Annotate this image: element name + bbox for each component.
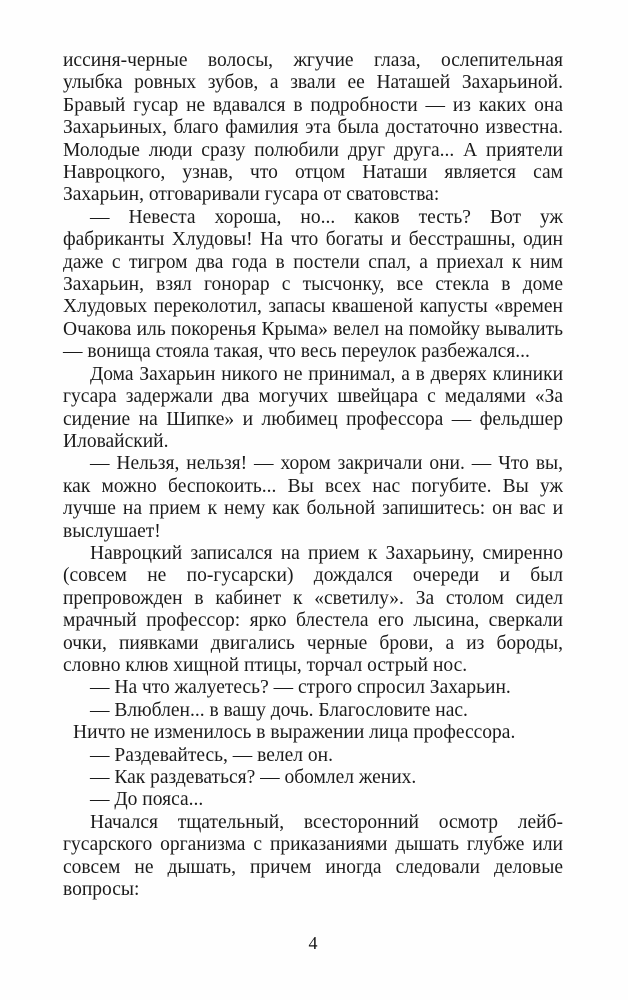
dialogue-line: — На что жалуетесь? — строго спросил Захарьин. [90,677,511,699]
paragraph: — Невеста хороша, но... каков тесть? Вот уж фабриканты Хлудовы! На что богаты и бесстрашны, один даже с тигром два года в постели спал, а приехал к ним Захарьин, взял гонорар с тысчонку, все стекла в доме Хлудовых переколотил, запасы квашеной капусты «времен Очакова иль покоренья Крыма» велел на помойку вывалить — вонища стояла такая, что весь переулок разбежался... [63,206,563,363]
dialogue-line: — Как раздеваться? — обомлел жених. [90,767,417,788]
paragraph: Ничто не изменилось в выражении лица профессора. [73,722,516,744]
page-number: 4 [308,933,318,953]
dialogue-line: — Влюблен... в вашу дочь. Благословите нас. [90,699,468,721]
paragraph: — Нельзя, нельзя! — хором закричали они. — Что вы, как можно беспокоить... Вы всех нас погубите. Вы уж лучше на прием к нему как больной запишитесь: он вас и выслушает! [63,453,563,542]
paragraph: Дома Захарьин никого не принимал, а в дверях клиники гусара задержали два могучих швейцара с медалями «За сидение на Шипке» и любимец профессора — фельдшер Иловайский. [63,363,563,452]
dialogue-line: — До пояса... [90,789,204,811]
paragraph: Начался тщательный, всесторонний осмотр лейб-гусарского организма с приказаниями дышать глубже или совсем не дышать, причем иногда следовали деловые вопросы: [63,811,563,901]
dialogue-line: — Раздевайтесь, — велел он. [90,744,333,766]
paragraph: иссиня-черные волосы, жгучие глаза, ослепительная улыбка ровных зубов, а звали ее Наташей Захарьиной. Бравый гусар не вдавался в подробности — из каких она Захарьиных, благо фамилия эта была достаточно известна. Молодые люди сразу полюбили друг друга... А приятели Навроцкого, узнав, что отцом Наташи является сам Захарьин, отговаривали гусара от сватовства: [63,50,563,206]
text-block [63,50,563,901]
paragraph: Навроцкий записался на прием к Захарьину, смиренно (совсем не по-гусарски) дождался очереди и был препровожден в кабинет к «светилу». За столом сидел мрачный профессор: ярко блестела его лысина, сверкали очки, пиявками двигались черные брови, а из бороды, словно клюв хищной птицы, торчал острый нос. [63,542,563,676]
